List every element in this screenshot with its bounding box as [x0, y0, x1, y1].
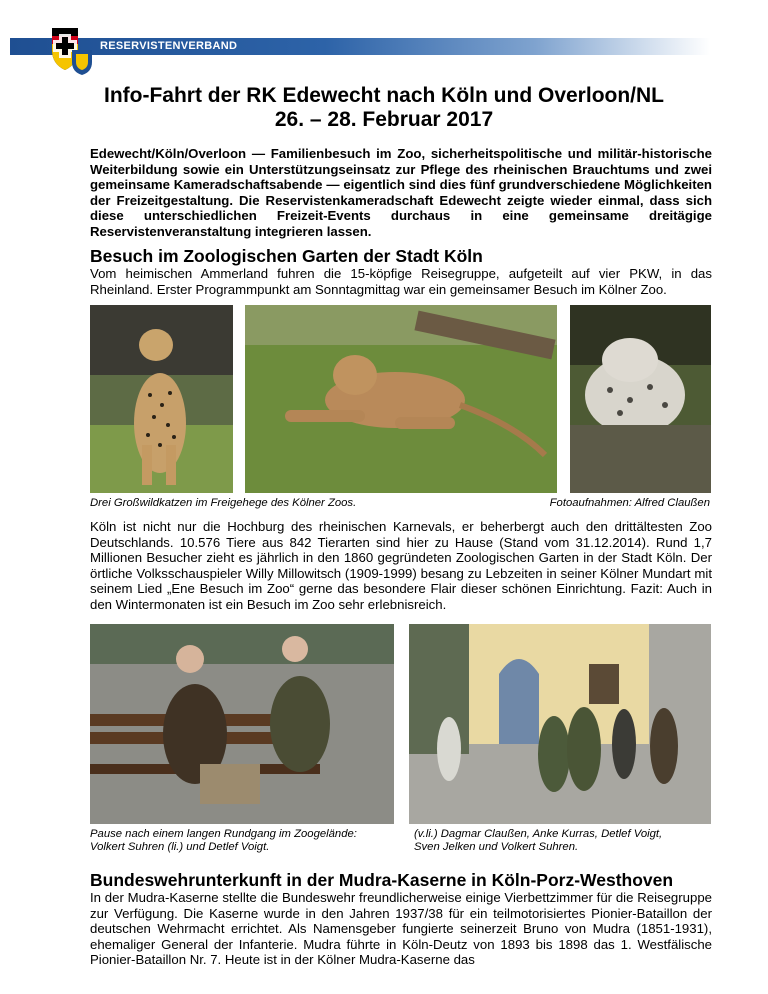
group-caption-line-2: Sven Jelken und Volkert Suhren.	[414, 841, 579, 853]
bench-caption-line-1: Pause nach einem langen Rundgang im Zoogelände:	[90, 828, 357, 840]
lead-paragraph: Edewecht/Köln/Overloon — Familienbesuch im Zoo, sicherheitspolitische und militär-historische Weiterbildung sowie ein Unterstützungseinsatz zur Pflege des rheinischen Brauchtums und zwei gemeinsame Kameradschaftsabende — eigentlich sind dies fünf grundverschiedene Möglichkeiten der Freizeitgestaltung. Die Reservistenkameradschaft Edewecht zeigte wieder einmal, dass sich diese unterschiedlichen Freizeit-Events durchaus in eine gemeinsame dreitägige Reservistenveranstaltung integrieren lassen.	[90, 146, 712, 239]
kaserne-paragraph: In der Mudra-Kaserne stellte die Bundeswehr freundlicherweise einige Vierbettzimmer für die Reisegruppe zur Verfügung. Die Kaserne wurde in den Jahren 1937/38 für ein teilmotorisiertes Pionier-Bataillon der deutschen Wehrmacht errichtet. Als Namensgeber fungierte seinerzeit Bruno von Mudra (1851-1931), ehemaliger General der Infanterie. Mudra führte in Köln-Deutz von 1893 bis 1898 das 1. Westfälische Pionier-Bataillon Nr. 7. Heute ist in der Kölner Mudra-Kaserne das	[90, 890, 712, 968]
bench-photo	[90, 624, 394, 824]
section-heading-kaserne: Bundeswehrunterkunft in der Mudra-Kaserne in Köln-Porz-Westhoven	[90, 870, 674, 890]
page-title	[40, 84, 728, 132]
zoo-detail-paragraph: Köln ist nicht nur die Hochburg des rheinischen Karnevals, er beherbergt auch den drittältesten Zoo Deutschlands. 10.576 Tiere aus 842 Tierarten sind hier zu Hause (Stand vom 31.12.2014). Rund 1,7 Millionen Besucher zieht es jährlich in den 1860 gegründeten Zoologischen Garten in der Stadt Köln. Der örtliche Volksschauspieler Willy Millowitsch (1909-1999) besang zu Lebzeiten in seiner Kölner Mundart mit seinem Lied „Ene Besuch im Zoo“ gerne das besondere Flair dieser schönen Einrichtung. Fazit: Auch in den Wintermonaten ist ein Besuch im Zoo sehr erlebnisreich.	[90, 519, 712, 612]
title-line-2: 26. – 28. Februar 2017	[274, 108, 494, 131]
section-heading-zoo: Besuch im Zoologischen Garten der Stadt Köln	[90, 246, 483, 266]
reservistenverband-logo	[48, 24, 96, 76]
group-photo-caption	[414, 828, 714, 854]
header-organization: RESERVISTENVERBAND	[100, 40, 238, 52]
group-caption-line-1: (v.li.) Dagmar Claußen, Anke Kurras, Detlef Voigt,	[414, 828, 663, 840]
zoo-intro-paragraph: Vom heimischen Ammerland fuhren die 15-köpfige Reisegruppe, aufgeteilt auf vier PKW, in das Rheinland. Erster Programmpunkt am Sonntagmittag war ein gemeinsamer Besuch im Kölner Zoo.	[90, 266, 712, 297]
title-line-1: Info-Fahrt der RK Edewecht nach Köln und Overloon/NL	[103, 84, 665, 107]
lioness-photo	[245, 305, 557, 493]
bench-photo-caption	[90, 828, 400, 854]
zoo-photo-caption: Drei Großwildkatzen im Freigehege des Kölner Zoos.	[90, 497, 357, 509]
bench-caption-line-2: Volkert Suhren (li.) und Detlef Voigt.	[90, 841, 270, 853]
cheetah-photo	[90, 305, 233, 493]
group-photo	[409, 624, 711, 824]
snow-leopard-photo	[570, 305, 711, 493]
photo-credit: Fotoaufnahmen: Alfred Claußen	[549, 497, 710, 509]
